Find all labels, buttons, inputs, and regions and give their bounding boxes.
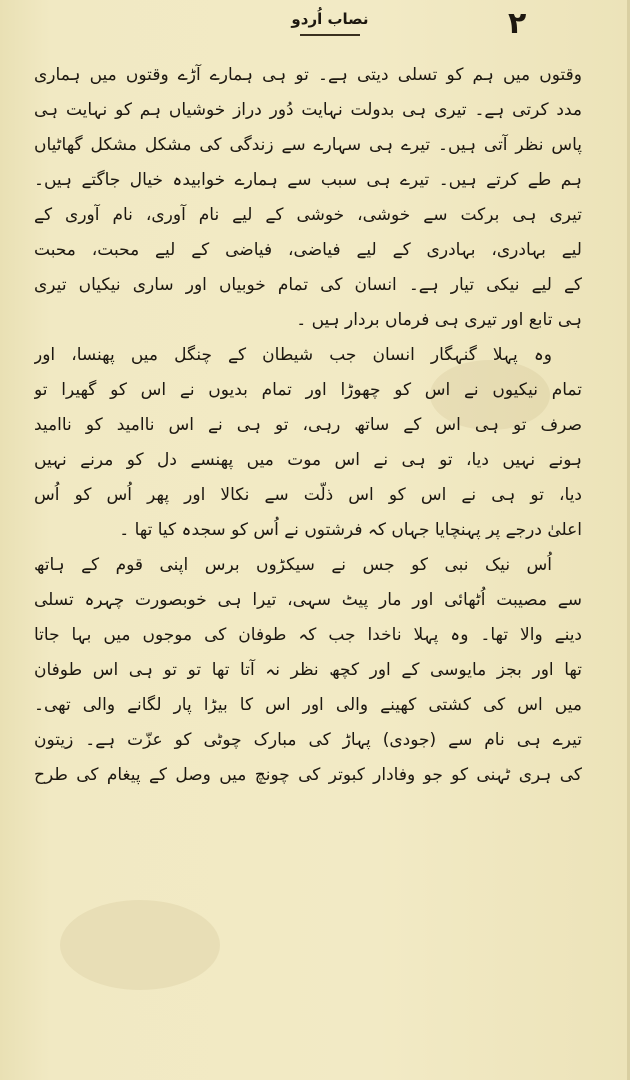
text-line: سے مصیبت اُٹھائی اور مار پیٹ سہی، تیرا ہی خوبصورت چہرہ تسلی <box>34 590 582 610</box>
text-line: ہونے نہیں دیا، تو ہی نے اس موت میں پھنسے دل کو مرنے نہیں <box>34 450 582 470</box>
body-text <box>34 58 582 793</box>
text-line: ہم طے کرتے ہیں۔ تیرے ہی سبب سے ہمارے خوابیدہ خیال جاگتے ہیں۔ <box>34 170 582 190</box>
paper-stain <box>60 900 220 990</box>
text-line: وقتوں میں ہم کو تسلی دیتی ہے۔ تو ہی ہمارے آڑے وقتوں میں ہماری <box>34 65 582 85</box>
text-line: ہی تابع اور تیری ہی فرماں بردار ہیں ۔ <box>296 310 582 330</box>
text-line: وہ پہلا گنہگار انسان جب شیطان کے چنگل میں پھنسا، اور <box>34 345 552 365</box>
text-line: دینے والا تھا۔ وہ پہلا ناخدا جب کہ طوفان کی موجوں میں بہا جاتا <box>34 625 582 645</box>
text-line: مدد کرتی ہے۔ تیری ہی بدولت نہایت دُور دراز خوشیاں ہم کو نہایت ہی <box>34 100 582 120</box>
header-rule <box>300 34 360 36</box>
text-line: میں اس کی کشتی کھینے والی اور اس کا بیڑا پار لگانے والی تھی۔ <box>34 695 582 715</box>
text-line: تیرے ہی نام سے (جودی) پہاڑ کی مبارک چوٹی کو عزّت ہے۔ زیتون <box>34 730 582 750</box>
text-line: اعلیٰ درجے پر پہنچایا جہاں کہ فرشتوں نے اُس کو سجدہ کیا تھا ۔ <box>119 520 582 540</box>
text-line: تمام نیکیوں نے اس کو چھوڑا اور تمام بدیوں نے اس کو گھیرا تو <box>34 380 582 400</box>
text-line: کے لیے نیکی تیار ہے۔ انسان کی تمام خوبیاں اور ساری نیکیاں تیری <box>34 275 582 295</box>
text-line: صرف تو ہی اس کے ساتھ رہی، تو ہی نے اس ناامید کو ناامید <box>34 415 582 435</box>
running-title: نصاب اُردو <box>291 10 369 28</box>
text-line: کی ہری ٹہنی کو جو وفادار کبوتر کی چونچ میں وصل کے پیغام کی طرح <box>34 765 582 785</box>
text-line: اُس نیک نبی کو جس نے سیکڑوں برس اپنی قوم کے ہاتھ <box>34 555 552 575</box>
text-line: تھا اور بجز مایوسی کے اور کچھ نظر نہ آتا تھا تو تو ہی اس طوفان <box>34 660 582 680</box>
page-number: ۲ <box>508 6 527 41</box>
text-line: تیری ہی برکت سے خوشی، خوشی کے لیے نام آوری، نام آوری کے <box>34 205 582 225</box>
text-line: دیا، تو ہی نے اس کو اس ذلّت سے نکالا اور پھر اُس کو اُس <box>34 485 582 505</box>
text-line: پاس نظر آتی ہیں۔ تیرے ہی سہارے سے زندگی کی مشکل مشکل گھاٹیاں <box>34 135 582 155</box>
text-line: لیے بہادری، بہادری کے لیے فیاضی، فیاضی کے لیے محبت، محبت <box>34 240 582 260</box>
